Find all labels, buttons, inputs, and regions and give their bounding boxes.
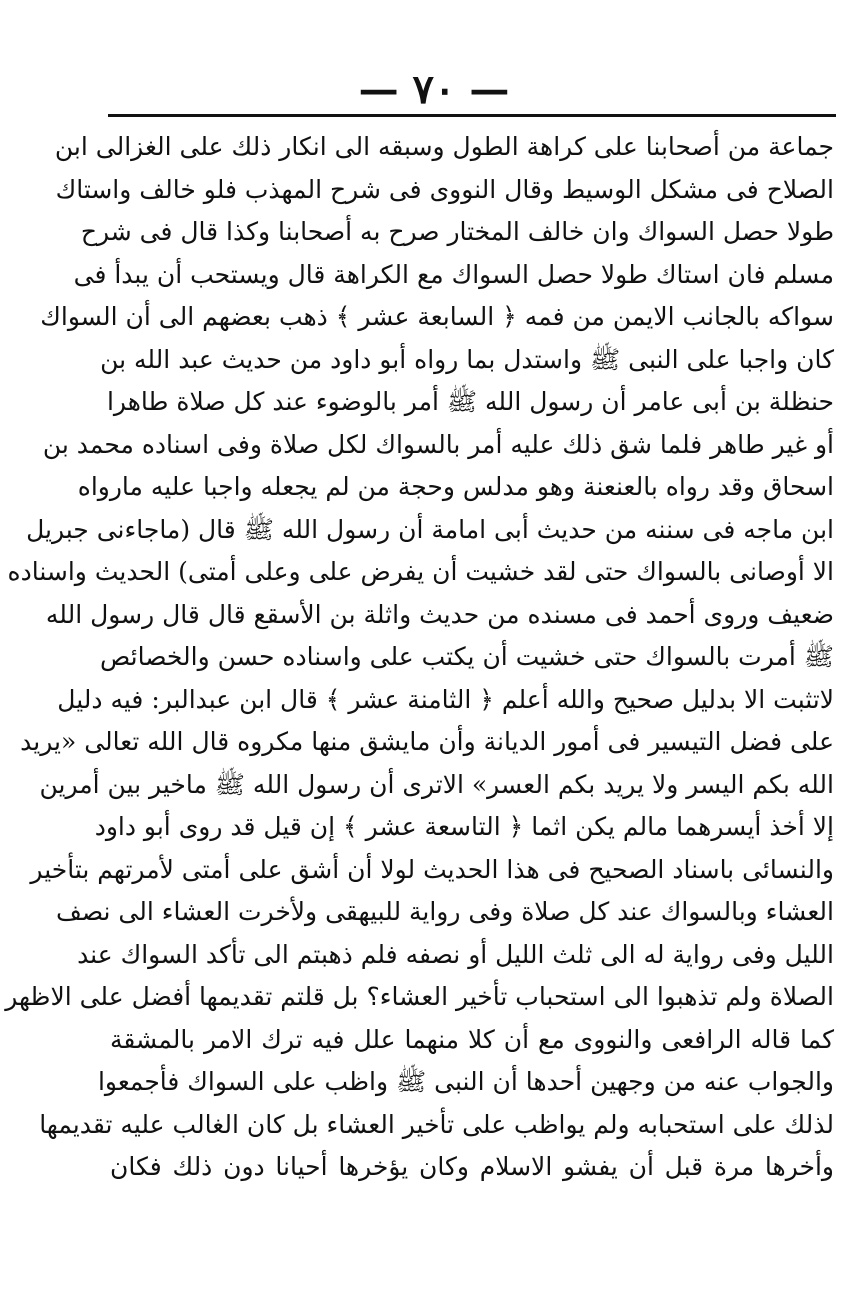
text-line: سواكه بالجانب الايمن من فمه ﴿ السابعة عشر ﴾ ذهب بعضهم الى أن السواك	[40, 302, 834, 331]
text-line: الا أوصانى بالسواك حتى لقد خشيت أن يفرض على وعلى أمتى) الحديث واسناده	[7, 557, 834, 586]
text-line: ضعيف وروى أحمد فى مسنده من حديث واثلة بن الأسقع قال قال رسول الله	[45, 599, 834, 629]
text-line: الليل وفى رواية له الى ثلث الليل أو نصفه فلم ذهبتم الى تأكد السواك عند	[77, 939, 834, 969]
text-line: الله بكم اليسر ولا يريد بكم العسر» الاترى أن رسول الله ﷺ ماخير بين أمرين	[39, 769, 834, 799]
text-line: كان واجبا على النبى ﷺ واستدل بما رواه أبو داود من حديث عبد الله بن	[100, 344, 834, 374]
text-line: حنظلة بن أبى عامر أن رسول الله ﷺ أمر بالوضوء عند كل صلاة طاهرا	[106, 387, 834, 416]
text-line: طولا حصل السواك وان خالف المختار صرح به أصحابنا وكذا قال فى شرح	[80, 217, 834, 246]
text-line: الصلاة ولم تذهبوا الى استحباب تأخير العشاء؟ بل قلتم تقديمها أفضل على الاظهر	[5, 982, 834, 1011]
text-line: على فضل التيسير فى أمور الديانة وأن مايشق منها مكروه قال الله تعالى «يريد	[20, 727, 834, 756]
text-line: الصلاح فى مشكل الوسيط وقال النووى فى شرح المهذب فلو خالف واستاك	[55, 174, 834, 204]
text-line: ابن ماجه فى سننه من حديث أبى امامة أن رسول الله ﷺ قال (ماجاءنى جبريل	[26, 514, 834, 544]
body-text	[5, 126, 834, 1189]
text-line: كما قاله الرافعى والنووى مع أن كلا منهما علل فيه ترك الامر بالمشقة	[110, 1024, 834, 1054]
text-line: اسحاق وقد رواه بالعنعنة وهو مدلس وحجة من لم يجعله واجبا عليه مارواه	[77, 472, 834, 501]
text-line: أو غير طاهر فلما شق ذلك عليه أمر بالسواك لكل صلاة وفى اسناده محمد بن	[42, 429, 834, 459]
text-line: لذلك على استحبابه ولم يواظب على تأخير العشاء بل كان الغالب عليه تقديمها	[39, 1109, 834, 1139]
header-rule	[108, 114, 836, 117]
text-line: ﷺ أمرت بالسواك حتى خشيت أن يكتب على واسناده حسن والخصائص	[100, 642, 834, 671]
text-line: وأخرها مرة قبل أن يفشو الاسلام وكان يؤخرها أحيانا دون ذلك فكان	[110, 1152, 834, 1181]
page-number: — ٧٠ —	[358, 66, 510, 113]
text-line: مسلم فان استاك طولا حصل السواك مع الكراهة قال ويستحب أن يبدأ فى	[73, 259, 834, 289]
text-line: جماعة من أصحابنا على كراهة الطول وسبقه الى انكار ذلك على الغزالى ابن	[54, 132, 834, 161]
text-line: لاتثبت الا بدليل صحيح والله أعلم ﴿ الثامنة عشر ﴾ قال ابن عبدالبر: فيه دليل	[57, 684, 834, 714]
text-line: إلا أخذ أيسرهما مالم يكن اثما ﴿ التاسعة عشر ﴾ إن قيل قد روى أبو داود	[94, 812, 834, 841]
text-line: العشاء وبالسواك عند كل صلاة وفى رواية للبيهقى ولأخرت العشاء الى نصف	[55, 897, 834, 926]
text-line: والنسائى باسناد الصحيح فى هذا الحديث لولا أن أشق على أمتى لأمرتهم بتأخير	[30, 854, 834, 884]
text-line: والجواب عنه من وجهين أحدها أن النبى ﷺ واظب على السواك فأجمعوا	[97, 1067, 834, 1096]
